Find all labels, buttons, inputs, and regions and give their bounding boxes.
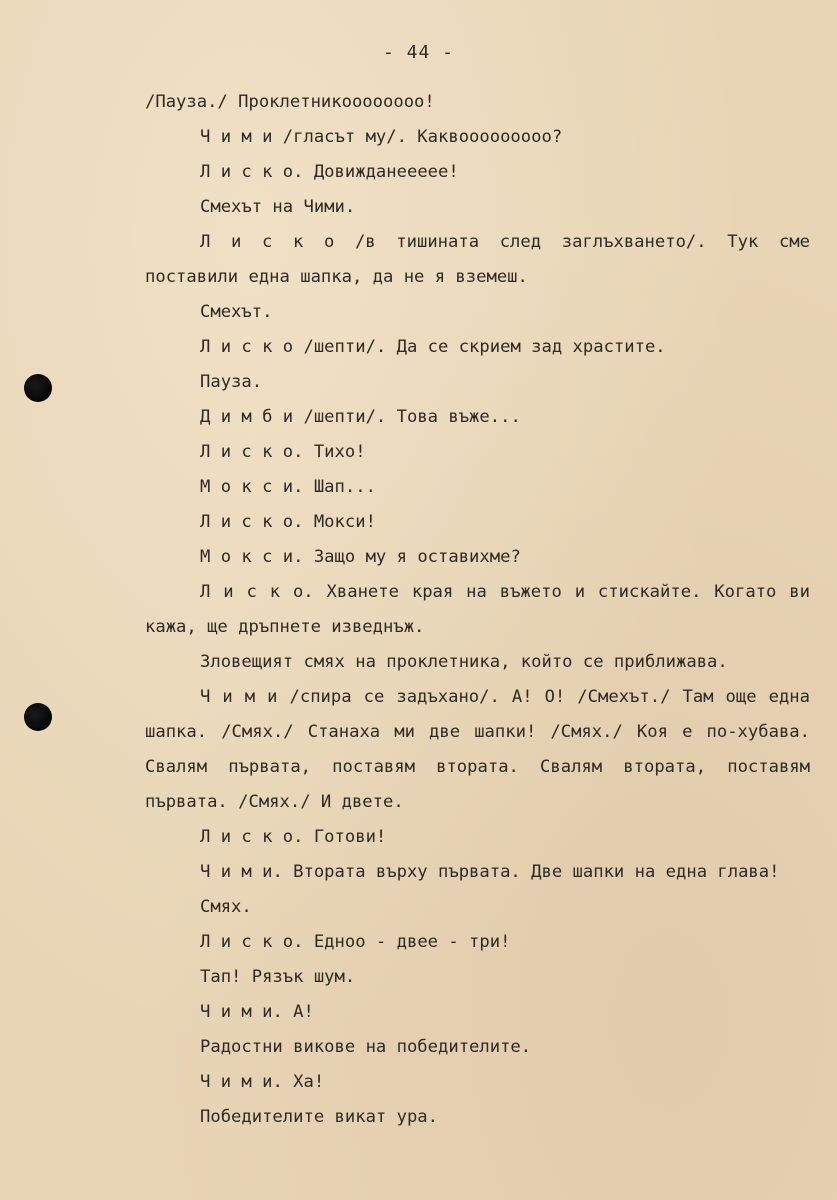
line-text: /Пауза./ Проклетникоооооооо! [145,92,435,112]
dialogue-line [145,155,810,190]
dialogue-paragraph [145,225,810,295]
speaker-name: Д и м б и [200,407,294,427]
speaker-name: Ч и м и [200,1072,273,1092]
dialogue-paragraph [145,575,810,645]
dialogue-line [145,1065,810,1100]
dialogue-line [145,330,810,365]
dialogue-line [145,925,810,960]
line-text: . Довижданееeee! [293,162,459,182]
speaker-name: Л и с к о [200,232,335,252]
line-text: /спира се задъхано/. А! О! /Смехът./ Там още една шапка. /Смях./ Станаха ми две шапки! /Смях./ Коя е по-хубава. Свалям първата, поставям втората. Свалям втората, поставям първата. /Смях./ И двете. [145,687,811,812]
dialogue-line [145,540,810,575]
dialogue-line [145,820,810,855]
line-text: Радостни викове на победителите. [200,1037,532,1057]
stage-direction-line [145,85,810,120]
speaker-name: М о к с и [200,477,294,497]
dialogue-line [145,995,810,1030]
speaker-name: Л и с к о [200,932,294,952]
line-text: /гласът му/. Каквооооооооо? [272,127,563,147]
line-text: . Ха! [272,1072,325,1092]
line-text: . Втората върху първата. Две шапки на една глава! [272,862,780,882]
speaker-name: М о к с и [200,547,294,567]
line-text: /шепти/. Да се скрием зад храстите. [293,337,666,357]
line-text: Пауза. [200,372,263,392]
line-text: . А! [272,1002,314,1022]
speaker-name: Ч и м и [200,687,278,707]
dialogue-line [145,435,810,470]
speaker-name: Л и с к о [200,442,294,462]
line-text: . Тихо! [293,442,366,462]
stage-direction-line [145,960,810,995]
line-text: Смехът. [200,302,273,322]
speaker-name: Л и с к о [200,582,304,602]
speaker-name: Л и с к о [200,512,294,532]
line-text: Зловещият смях на проклетника, който се приближава. [200,652,728,672]
speaker-name: Л и с к о [200,827,294,847]
line-text: . Шап... [293,477,376,497]
speaker-name: Ч и м и [200,127,273,147]
speaker-name: Л и с к о [200,337,294,357]
dialogue-line [145,505,810,540]
punch-hole [24,374,52,402]
line-text: . Готови! [293,827,387,847]
stage-direction-line [145,1030,810,1065]
line-text: . Мокси! [293,512,376,532]
line-text: . Едноо - двее - три! [293,932,511,952]
line-text: /шепти/. Това въже... [293,407,521,427]
line-text: Тап! Рязък шум. [200,967,356,987]
stage-direction-line [145,645,810,680]
stage-direction-line [145,1100,810,1135]
line-text: Смехът на Чими. [200,197,356,217]
dialogue-paragraph [145,680,810,820]
speaker-name: Ч и м и [200,862,273,882]
stage-direction-line [145,295,810,330]
dialogue-line [145,400,810,435]
dialogue-line [145,855,810,890]
dialogue-line [145,120,810,155]
speaker-name: Л и с к о [200,162,294,182]
line-text: /в тишината след заглъхването/. Тук сме поставили една шапка, да не я вземеш. [145,232,810,287]
punch-hole [24,703,52,731]
stage-direction-line [145,890,810,925]
dialogue-line [145,470,810,505]
line-text: Победителите викат ура. [200,1107,438,1127]
line-text: . Хванете края на въжето и стискайте. Когато ви кажа, ще дръпнете изведнъж. [145,582,810,637]
line-text: . Защо му я оставихме? [293,547,521,567]
stage-direction-line [145,190,810,225]
stage-direction-line [145,365,810,400]
script-body [145,85,810,1135]
speaker-name: Ч и м и [200,1002,273,1022]
line-text: Смях. [200,897,252,917]
page-number: - 44 - [382,42,455,63]
